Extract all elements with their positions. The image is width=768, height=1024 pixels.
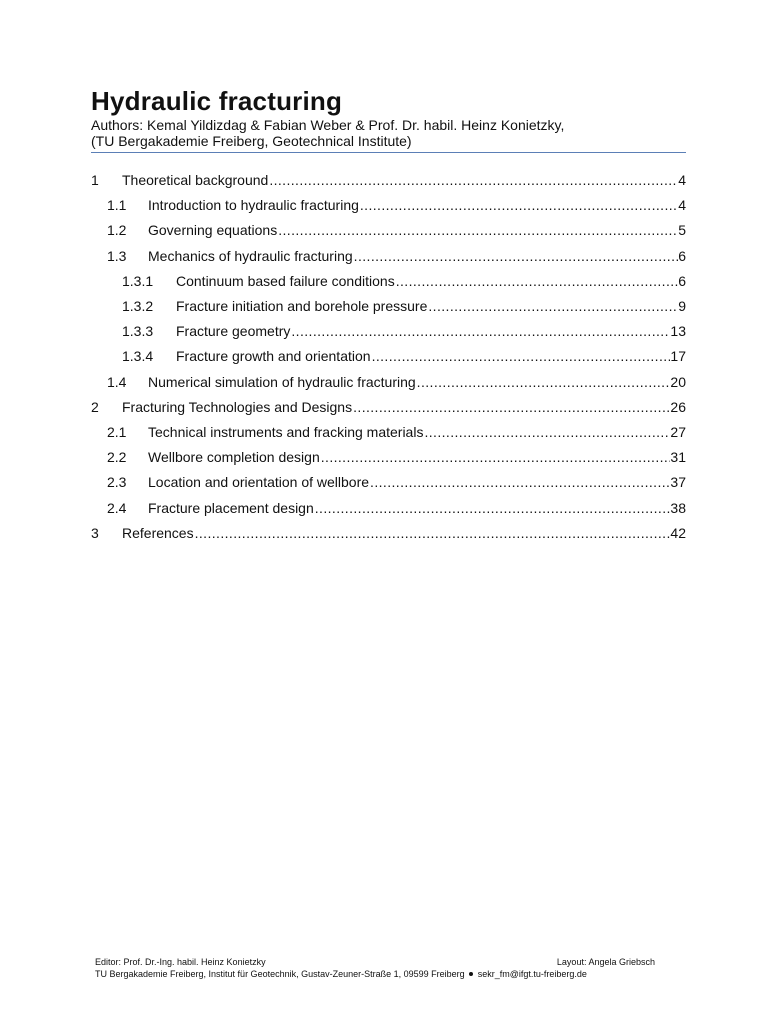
toc-leader-dots [369, 470, 670, 495]
toc-entry-line [176, 344, 686, 369]
toc-entry-line [176, 269, 686, 294]
toc-entry-line [148, 470, 686, 495]
toc-leader-dots [320, 445, 671, 470]
toc-entry-number: 3 [91, 524, 99, 541]
toc-leader-dots [352, 395, 670, 420]
toc-leader-dots [353, 244, 679, 269]
toc-entry-title[interactable]: Wellbore completion design [148, 449, 320, 466]
toc-entry-title[interactable]: References [122, 524, 194, 541]
toc-entry-title[interactable]: Fracture placement design [148, 499, 314, 516]
toc-entry-number: 1 [91, 172, 99, 188]
toc-entry[interactable] [0, 420, 768, 445]
toc-entry-title[interactable]: Fracture initiation and borehole pressure [176, 298, 428, 314]
toc-entry-number: 1.3.2 [122, 298, 154, 314]
toc-entry[interactable] [0, 395, 768, 420]
toc-entry[interactable] [0, 168, 768, 193]
toc-entry-page: 26 [670, 398, 686, 415]
footer-credits [95, 956, 655, 968]
toc-entry-page: 4 [678, 197, 686, 214]
footer-editor: Editor: Prof. Dr.-Ing. habil. Heinz Konietzky [95, 957, 266, 967]
toc-leader-dots [395, 269, 679, 294]
toc-entry-number: 2.1 [107, 424, 127, 440]
toc-entry-page: 31 [670, 449, 686, 466]
toc-entry-page: 37 [670, 474, 686, 491]
toc-entry[interactable] [0, 370, 768, 395]
toc-entry-title[interactable]: Technical instruments and fracking materials [148, 424, 424, 440]
document-title: Hydraulic fracturing [91, 86, 343, 116]
toc-entry[interactable] [0, 496, 768, 521]
toc-leader-dots [416, 370, 671, 395]
footer-address [95, 968, 655, 980]
toc-entry-line [122, 521, 686, 546]
toc-entry-title[interactable]: Fracture geometry [176, 323, 291, 340]
toc-entry-number: 2.2 [107, 449, 127, 466]
toc-leader-dots [290, 319, 670, 344]
toc-entry-number: 1.1 [107, 197, 127, 214]
toc-entry-title[interactable]: Governing equations [148, 222, 278, 239]
toc-entry-title[interactable]: Fracturing Technologies and Designs [122, 398, 353, 415]
toc-entry-page: 13 [670, 323, 686, 340]
toc-entry[interactable] [0, 218, 768, 243]
toc-entry-number: 1.3 [107, 247, 127, 264]
toc-entry-title[interactable]: Mechanics of hydraulic fracturing [148, 247, 353, 264]
toc-entry-line [176, 319, 686, 344]
toc-entry-line [122, 395, 686, 420]
toc-entry-title[interactable]: Fracture growth and orientation [176, 348, 371, 365]
bullet-icon [469, 972, 473, 976]
footer-institute-address: TU Bergakademie Freiberg, Institut für Geotechnik, Gustav-Zeuner-Straße 1, 09599 Freiberg [95, 969, 465, 979]
toc-entry-page: 4 [678, 172, 686, 188]
toc-entry[interactable] [0, 445, 768, 470]
header-divider [91, 152, 686, 153]
toc-leader-dots [427, 294, 678, 319]
toc-entry-number: 2.3 [107, 474, 127, 491]
toc-entry-number: 1.3.4 [122, 348, 154, 365]
toc-entry[interactable] [0, 244, 768, 269]
toc-leader-dots [423, 420, 670, 445]
toc-entry-line [148, 244, 686, 269]
toc-entry-line [148, 370, 686, 395]
toc-entry-line [148, 496, 686, 521]
toc-entry-page: 38 [670, 499, 686, 516]
toc-entry-page: 27 [670, 424, 686, 440]
toc-entry-line [148, 445, 686, 470]
toc-entry-title[interactable]: Theoretical background [122, 172, 269, 188]
toc-entry-line [148, 193, 686, 218]
toc-entry-number: 1.3.1 [122, 272, 154, 289]
toc-entry-page: 42 [670, 524, 686, 541]
toc-entry[interactable] [0, 294, 768, 319]
affiliation-line: (TU Bergakademie Freiberg, Geotechnical Institute) [91, 133, 412, 149]
toc-leader-dots [277, 218, 678, 243]
toc-entry-number: 2 [91, 398, 99, 415]
toc-entry-page: 6 [678, 272, 686, 289]
toc-entry-number: 1.4 [107, 373, 127, 390]
toc-entry[interactable] [0, 521, 768, 546]
toc-entry-title[interactable]: Introduction to hydraulic fracturing [148, 197, 359, 214]
footer-layout: Layout: Angela Griebsch [556, 957, 655, 967]
toc-entry-title[interactable]: Location and orientation of wellbore [148, 474, 370, 491]
toc-entry[interactable] [0, 269, 768, 294]
toc-entry-page: 20 [670, 373, 686, 390]
toc-entry-title[interactable]: Numerical simulation of hydraulic fracturing [148, 373, 416, 390]
toc-entry-line [148, 420, 686, 445]
toc-entry-number: 2.4 [107, 499, 127, 516]
toc-entry[interactable] [0, 344, 768, 369]
toc-leader-dots [314, 496, 671, 521]
toc-entry-page: 5 [678, 222, 686, 239]
toc-entry-page: 17 [670, 348, 686, 365]
toc-leader-dots [359, 193, 678, 218]
toc-entry-line [148, 218, 686, 243]
toc-entry-number: 1.3.3 [122, 323, 154, 340]
toc-entry-line [122, 168, 686, 193]
authors-line: Authors: Kemal Yildizdag & Fabian Weber & Prof. Dr. habil. Heinz Konietzky, [91, 117, 565, 133]
toc-entry[interactable] [0, 193, 768, 218]
toc-leader-dots [194, 521, 671, 546]
toc-entry[interactable] [0, 470, 768, 495]
toc-entry-title[interactable]: Continuum based failure conditions [176, 272, 395, 289]
toc-entry-line [176, 294, 686, 319]
toc-leader-dots [371, 344, 671, 369]
toc-entry-page: 6 [678, 247, 686, 264]
toc-entry-page: 9 [678, 298, 686, 314]
toc-entry[interactable] [0, 319, 768, 344]
toc-leader-dots [268, 168, 678, 193]
toc-entry-number: 1.2 [107, 222, 127, 239]
footer-email-link[interactable]: sekr_fm@ifgt.tu-freiberg.de [477, 969, 587, 979]
